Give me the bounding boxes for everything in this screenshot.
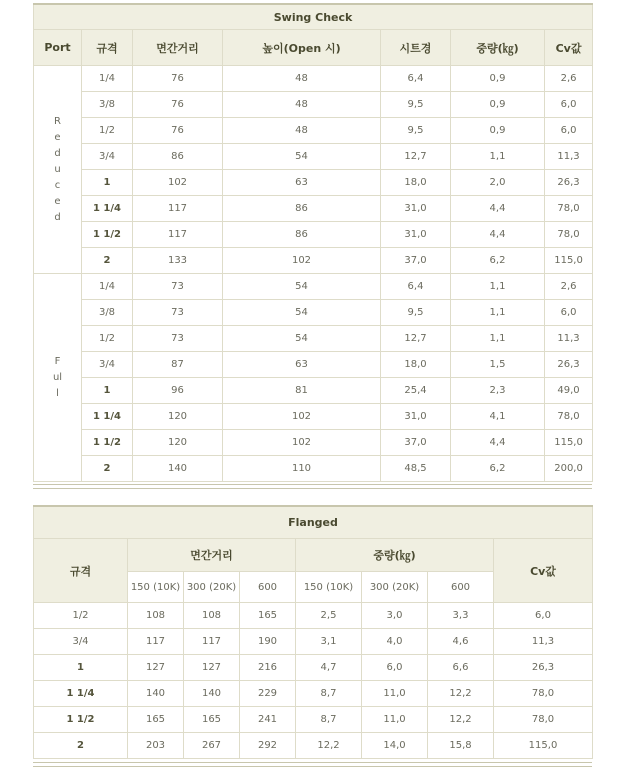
table-cell: 6,0 <box>494 603 593 629</box>
table-cell: 127 <box>184 655 240 681</box>
table-cell: 18,0 <box>381 352 451 378</box>
table-cell: 73 <box>133 300 223 326</box>
table-cell: 1 1/4 <box>82 196 133 222</box>
table-row <box>34 629 593 655</box>
table-cell: 11,3 <box>545 326 593 352</box>
table-cell: 1/2 <box>82 326 133 352</box>
table-cell: 54 <box>223 144 381 170</box>
table-cell: 1 <box>82 378 133 404</box>
table-cell: 6,0 <box>362 655 428 681</box>
table-cell: 115,0 <box>545 430 593 456</box>
table-cell: 3,0 <box>362 603 428 629</box>
table-cell: 1/4 <box>82 274 133 300</box>
table-cell: 203 <box>128 733 184 759</box>
table-cell: 200,0 <box>545 456 593 482</box>
table-row <box>34 248 593 274</box>
table-cell: 6,2 <box>451 456 545 482</box>
table-cell: 4,4 <box>451 430 545 456</box>
table-cell: 1,1 <box>451 300 545 326</box>
table-cell: 12,2 <box>296 733 362 759</box>
table-cell: 6,0 <box>545 118 593 144</box>
table-cell: 120 <box>133 404 223 430</box>
table-cell: 26,3 <box>545 352 593 378</box>
table-cell: 48 <box>223 118 381 144</box>
header-cv: Cv값 <box>545 30 593 66</box>
table-cell: 140 <box>133 456 223 482</box>
table-cell: 117 <box>133 222 223 248</box>
table-cell: 3/8 <box>82 300 133 326</box>
port-group-text: Reduced <box>54 115 61 223</box>
table-cell: 117 <box>133 196 223 222</box>
table-cell: 2,5 <box>296 603 362 629</box>
table-cell: 0,9 <box>451 66 545 92</box>
table-cell: 86 <box>133 144 223 170</box>
header-seat-diameter: 시트경 <box>381 30 451 66</box>
table-row <box>34 655 593 681</box>
table-row <box>34 274 593 300</box>
table-cell: 4,0 <box>362 629 428 655</box>
flanged-header-cv: Cv값 <box>494 539 593 603</box>
table-cell: 229 <box>240 681 296 707</box>
table-cell: 48 <box>223 66 381 92</box>
flanged-table <box>33 505 593 759</box>
table-cell: 1 1/2 <box>34 707 128 733</box>
table-row <box>34 92 593 118</box>
table-cell: 11,0 <box>362 707 428 733</box>
swing-table-end-rule <box>33 484 592 489</box>
table-cell: 76 <box>133 92 223 118</box>
table-cell: 140 <box>128 681 184 707</box>
table-cell: 78,0 <box>494 681 593 707</box>
table-cell: 102 <box>223 248 381 274</box>
table-cell: 1/4 <box>82 66 133 92</box>
table-cell: 87 <box>133 352 223 378</box>
table-cell: 11,3 <box>545 144 593 170</box>
subheader-weight-600: 600 <box>428 572 494 603</box>
swing-check-table <box>33 3 593 482</box>
table-cell: 4,4 <box>451 196 545 222</box>
table-cell: 108 <box>184 603 240 629</box>
table-cell: 48 <box>223 92 381 118</box>
table-row <box>34 118 593 144</box>
table-cell: 241 <box>240 707 296 733</box>
port-group-text: Full <box>52 355 63 399</box>
table-cell: 117 <box>128 629 184 655</box>
table-cell: 140 <box>184 681 240 707</box>
table-cell: 4,4 <box>451 222 545 248</box>
table-cell: 73 <box>133 274 223 300</box>
table-cell: 292 <box>240 733 296 759</box>
table-cell: 1 1/4 <box>82 404 133 430</box>
table-cell: 216 <box>240 655 296 681</box>
subheader-weight-150: 150 (10K) <box>296 572 362 603</box>
table-cell: 102 <box>223 404 381 430</box>
header-port: Port <box>34 30 82 66</box>
table-cell: 1,5 <box>451 352 545 378</box>
table-cell: 1,1 <box>451 144 545 170</box>
table-cell: 102 <box>133 170 223 196</box>
table-cell: 63 <box>223 352 381 378</box>
table-cell: 0,9 <box>451 92 545 118</box>
table-cell: 8,7 <box>296 681 362 707</box>
table-cell: 11,3 <box>494 629 593 655</box>
table-row <box>34 300 593 326</box>
table-cell: 81 <box>223 378 381 404</box>
table-cell: 9,5 <box>381 118 451 144</box>
table-cell: 165 <box>240 603 296 629</box>
table-row <box>34 707 593 733</box>
table-row <box>34 170 593 196</box>
table-cell: 54 <box>223 326 381 352</box>
table-cell: 0,9 <box>451 118 545 144</box>
table-cell: 117 <box>184 629 240 655</box>
table-row <box>34 66 593 92</box>
table-cell: 25,4 <box>381 378 451 404</box>
subheader-weight-300: 300 (20K) <box>362 572 428 603</box>
table-cell: 86 <box>223 222 381 248</box>
table-cell: 31,0 <box>381 196 451 222</box>
table-row <box>34 430 593 456</box>
table-row <box>34 404 593 430</box>
flanged-header-size: 규격 <box>34 539 128 603</box>
table-cell: 54 <box>223 300 381 326</box>
table-cell: 108 <box>128 603 184 629</box>
table-row <box>34 733 593 759</box>
table-cell: 31,0 <box>381 222 451 248</box>
port-group-label <box>34 274 82 482</box>
table-cell: 1 1/4 <box>34 681 128 707</box>
table-cell: 6,4 <box>381 274 451 300</box>
table-cell: 31,0 <box>381 404 451 430</box>
table-cell: 110 <box>223 456 381 482</box>
table-cell: 78,0 <box>545 196 593 222</box>
port-group-label <box>34 66 82 274</box>
table-cell: 73 <box>133 326 223 352</box>
subheader-face-150: 150 (10K) <box>128 572 184 603</box>
table-cell: 2 <box>82 456 133 482</box>
table-row <box>34 222 593 248</box>
table-cell: 267 <box>184 733 240 759</box>
table-cell: 165 <box>128 707 184 733</box>
table-cell: 1/2 <box>82 118 133 144</box>
table-cell: 78,0 <box>494 707 593 733</box>
table-cell: 2,6 <box>545 274 593 300</box>
table-cell: 12,7 <box>381 326 451 352</box>
table-cell: 86 <box>223 196 381 222</box>
table-cell: 1,1 <box>451 274 545 300</box>
table-cell: 63 <box>223 170 381 196</box>
table-cell: 15,8 <box>428 733 494 759</box>
table-cell: 1 <box>82 170 133 196</box>
table-cell: 115,0 <box>494 733 593 759</box>
table-cell: 165 <box>184 707 240 733</box>
table-cell: 3/4 <box>82 352 133 378</box>
header-height-open: 높이(Open 시) <box>223 30 381 66</box>
table-cell: 76 <box>133 118 223 144</box>
table-row <box>34 326 593 352</box>
table-cell: 9,5 <box>381 300 451 326</box>
table-cell: 4,6 <box>428 629 494 655</box>
table-cell: 120 <box>133 430 223 456</box>
table-cell: 6,0 <box>545 300 593 326</box>
table-cell: 133 <box>133 248 223 274</box>
table-cell: 2 <box>82 248 133 274</box>
table-row <box>34 352 593 378</box>
table-cell: 9,5 <box>381 92 451 118</box>
table-cell: 12,2 <box>428 681 494 707</box>
table-cell: 2,3 <box>451 378 545 404</box>
flanged-header-face-to-face: 면간거리 <box>128 539 296 572</box>
header-size: 규격 <box>82 30 133 66</box>
table-cell: 2,6 <box>545 66 593 92</box>
table-cell: 12,2 <box>428 707 494 733</box>
table-cell: 1 1/2 <box>82 222 133 248</box>
table-cell: 26,3 <box>494 655 593 681</box>
table-cell: 6,4 <box>381 66 451 92</box>
table-cell: 190 <box>240 629 296 655</box>
flanged-title: Flanged <box>34 506 593 539</box>
table-cell: 49,0 <box>545 378 593 404</box>
subheader-face-600: 600 <box>240 572 296 603</box>
table-cell: 37,0 <box>381 430 451 456</box>
table-row <box>34 196 593 222</box>
table-cell: 102 <box>223 430 381 456</box>
table-cell: 3,3 <box>428 603 494 629</box>
table-cell: 3/4 <box>34 629 128 655</box>
table-cell: 26,3 <box>545 170 593 196</box>
table-cell: 48,5 <box>381 456 451 482</box>
table-cell: 11,0 <box>362 681 428 707</box>
table-cell: 3/8 <box>82 92 133 118</box>
swing-check-title: Swing Check <box>34 4 593 30</box>
table-cell: 54 <box>223 274 381 300</box>
table-cell: 127 <box>128 655 184 681</box>
table-cell: 1/2 <box>34 603 128 629</box>
table-cell: 4,7 <box>296 655 362 681</box>
table-cell: 115,0 <box>545 248 593 274</box>
table-cell: 8,7 <box>296 707 362 733</box>
table-row <box>34 144 593 170</box>
table-cell: 37,0 <box>381 248 451 274</box>
table-cell: 2 <box>34 733 128 759</box>
table-cell: 2,0 <box>451 170 545 196</box>
header-face-to-face: 면간거리 <box>133 30 223 66</box>
table-cell: 1 1/2 <box>82 430 133 456</box>
header-weight: 중량(㎏) <box>451 30 545 66</box>
table-cell: 1 <box>34 655 128 681</box>
subheader-face-300: 300 (20K) <box>184 572 240 603</box>
table-cell: 14,0 <box>362 733 428 759</box>
table-row <box>34 378 593 404</box>
table-cell: 78,0 <box>545 404 593 430</box>
table-cell: 1,1 <box>451 326 545 352</box>
table-cell: 6,0 <box>545 92 593 118</box>
table-cell: 78,0 <box>545 222 593 248</box>
table-row <box>34 456 593 482</box>
flanged-table-end-rule <box>33 762 592 767</box>
table-row <box>34 681 593 707</box>
table-cell: 6,6 <box>428 655 494 681</box>
table-cell: 12,7 <box>381 144 451 170</box>
table-cell: 3/4 <box>82 144 133 170</box>
table-cell: 96 <box>133 378 223 404</box>
table-cell: 4,1 <box>451 404 545 430</box>
flanged-header-weight: 중량(㎏) <box>296 539 494 572</box>
table-row <box>34 603 593 629</box>
table-cell: 76 <box>133 66 223 92</box>
table-cell: 18,0 <box>381 170 451 196</box>
table-cell: 6,2 <box>451 248 545 274</box>
table-cell: 3,1 <box>296 629 362 655</box>
